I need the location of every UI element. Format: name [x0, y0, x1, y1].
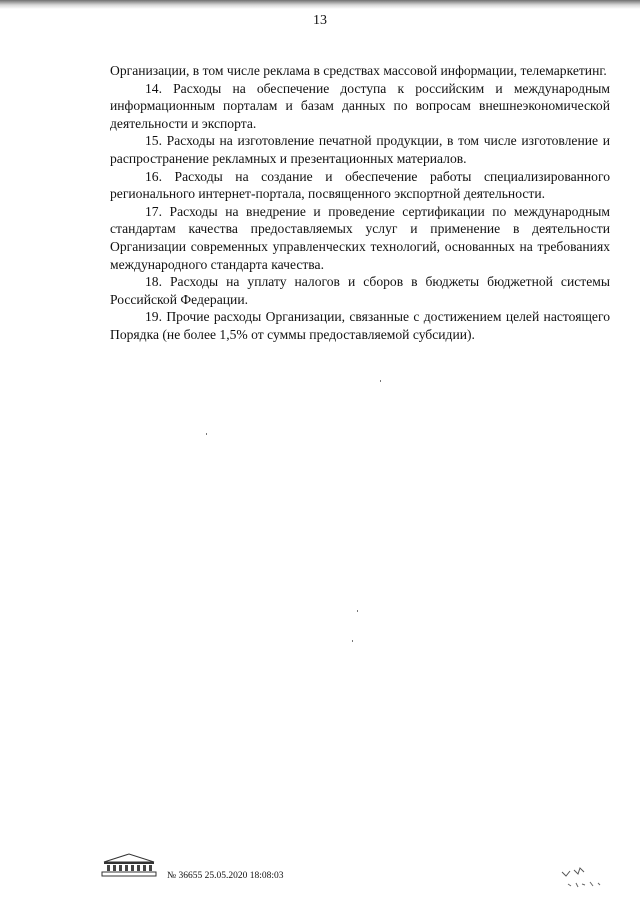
- paragraph-15: 15. Расходы на изготовление печатной продукции, в том числе изготовление и распространение рекламных и презентационных материалов.: [110, 133, 610, 166]
- scan-speck: [206, 433, 207, 435]
- government-building-icon: [100, 853, 158, 877]
- scan-speck: [357, 610, 358, 612]
- document-body: [110, 62, 610, 344]
- paragraph-17: 17. Расходы на внедрение и проведение сертификации по международным стандартам качества предоставляемых услуг и применение в деятельности Организации современных управленческих технологий, основанных на требованиях международного стандарта качества.: [110, 203, 610, 272]
- paragraph-16: 16. Расходы на создание и обеспечение работы специализированного регионального интернет-портала, посвященного экспортной деятельности.: [110, 168, 610, 202]
- page-number: 13: [313, 13, 327, 28]
- scan-edge-shadow: [0, 0, 640, 10]
- paragraph-13-continuation: Организации, в том числе реклама в средствах массовой информации, телемаркетинг.: [110, 63, 607, 78]
- signature-scribble-icon: [560, 862, 606, 892]
- scan-speck: [352, 640, 353, 642]
- paragraph-18: 18. Расходы на уплату налогов и сборов в бюджеты бюджетной системы Российской Федерации.: [110, 274, 610, 307]
- paragraph-14: 14. Расходы на обеспечение доступа к российским и международным информационным порталам и базам данных по вопросам внешнеэкономической деятельности и экспорта.: [110, 80, 610, 131]
- scan-speck: [380, 380, 381, 382]
- registration-stamp: № 36655 25.05.2020 18:08:03: [167, 871, 284, 881]
- paragraph-19: 19. Прочие расходы Организации, связанные с достижением целей настоящего Порядка (не более 1,5% от суммы предоставляемой субсидии).: [110, 309, 610, 342]
